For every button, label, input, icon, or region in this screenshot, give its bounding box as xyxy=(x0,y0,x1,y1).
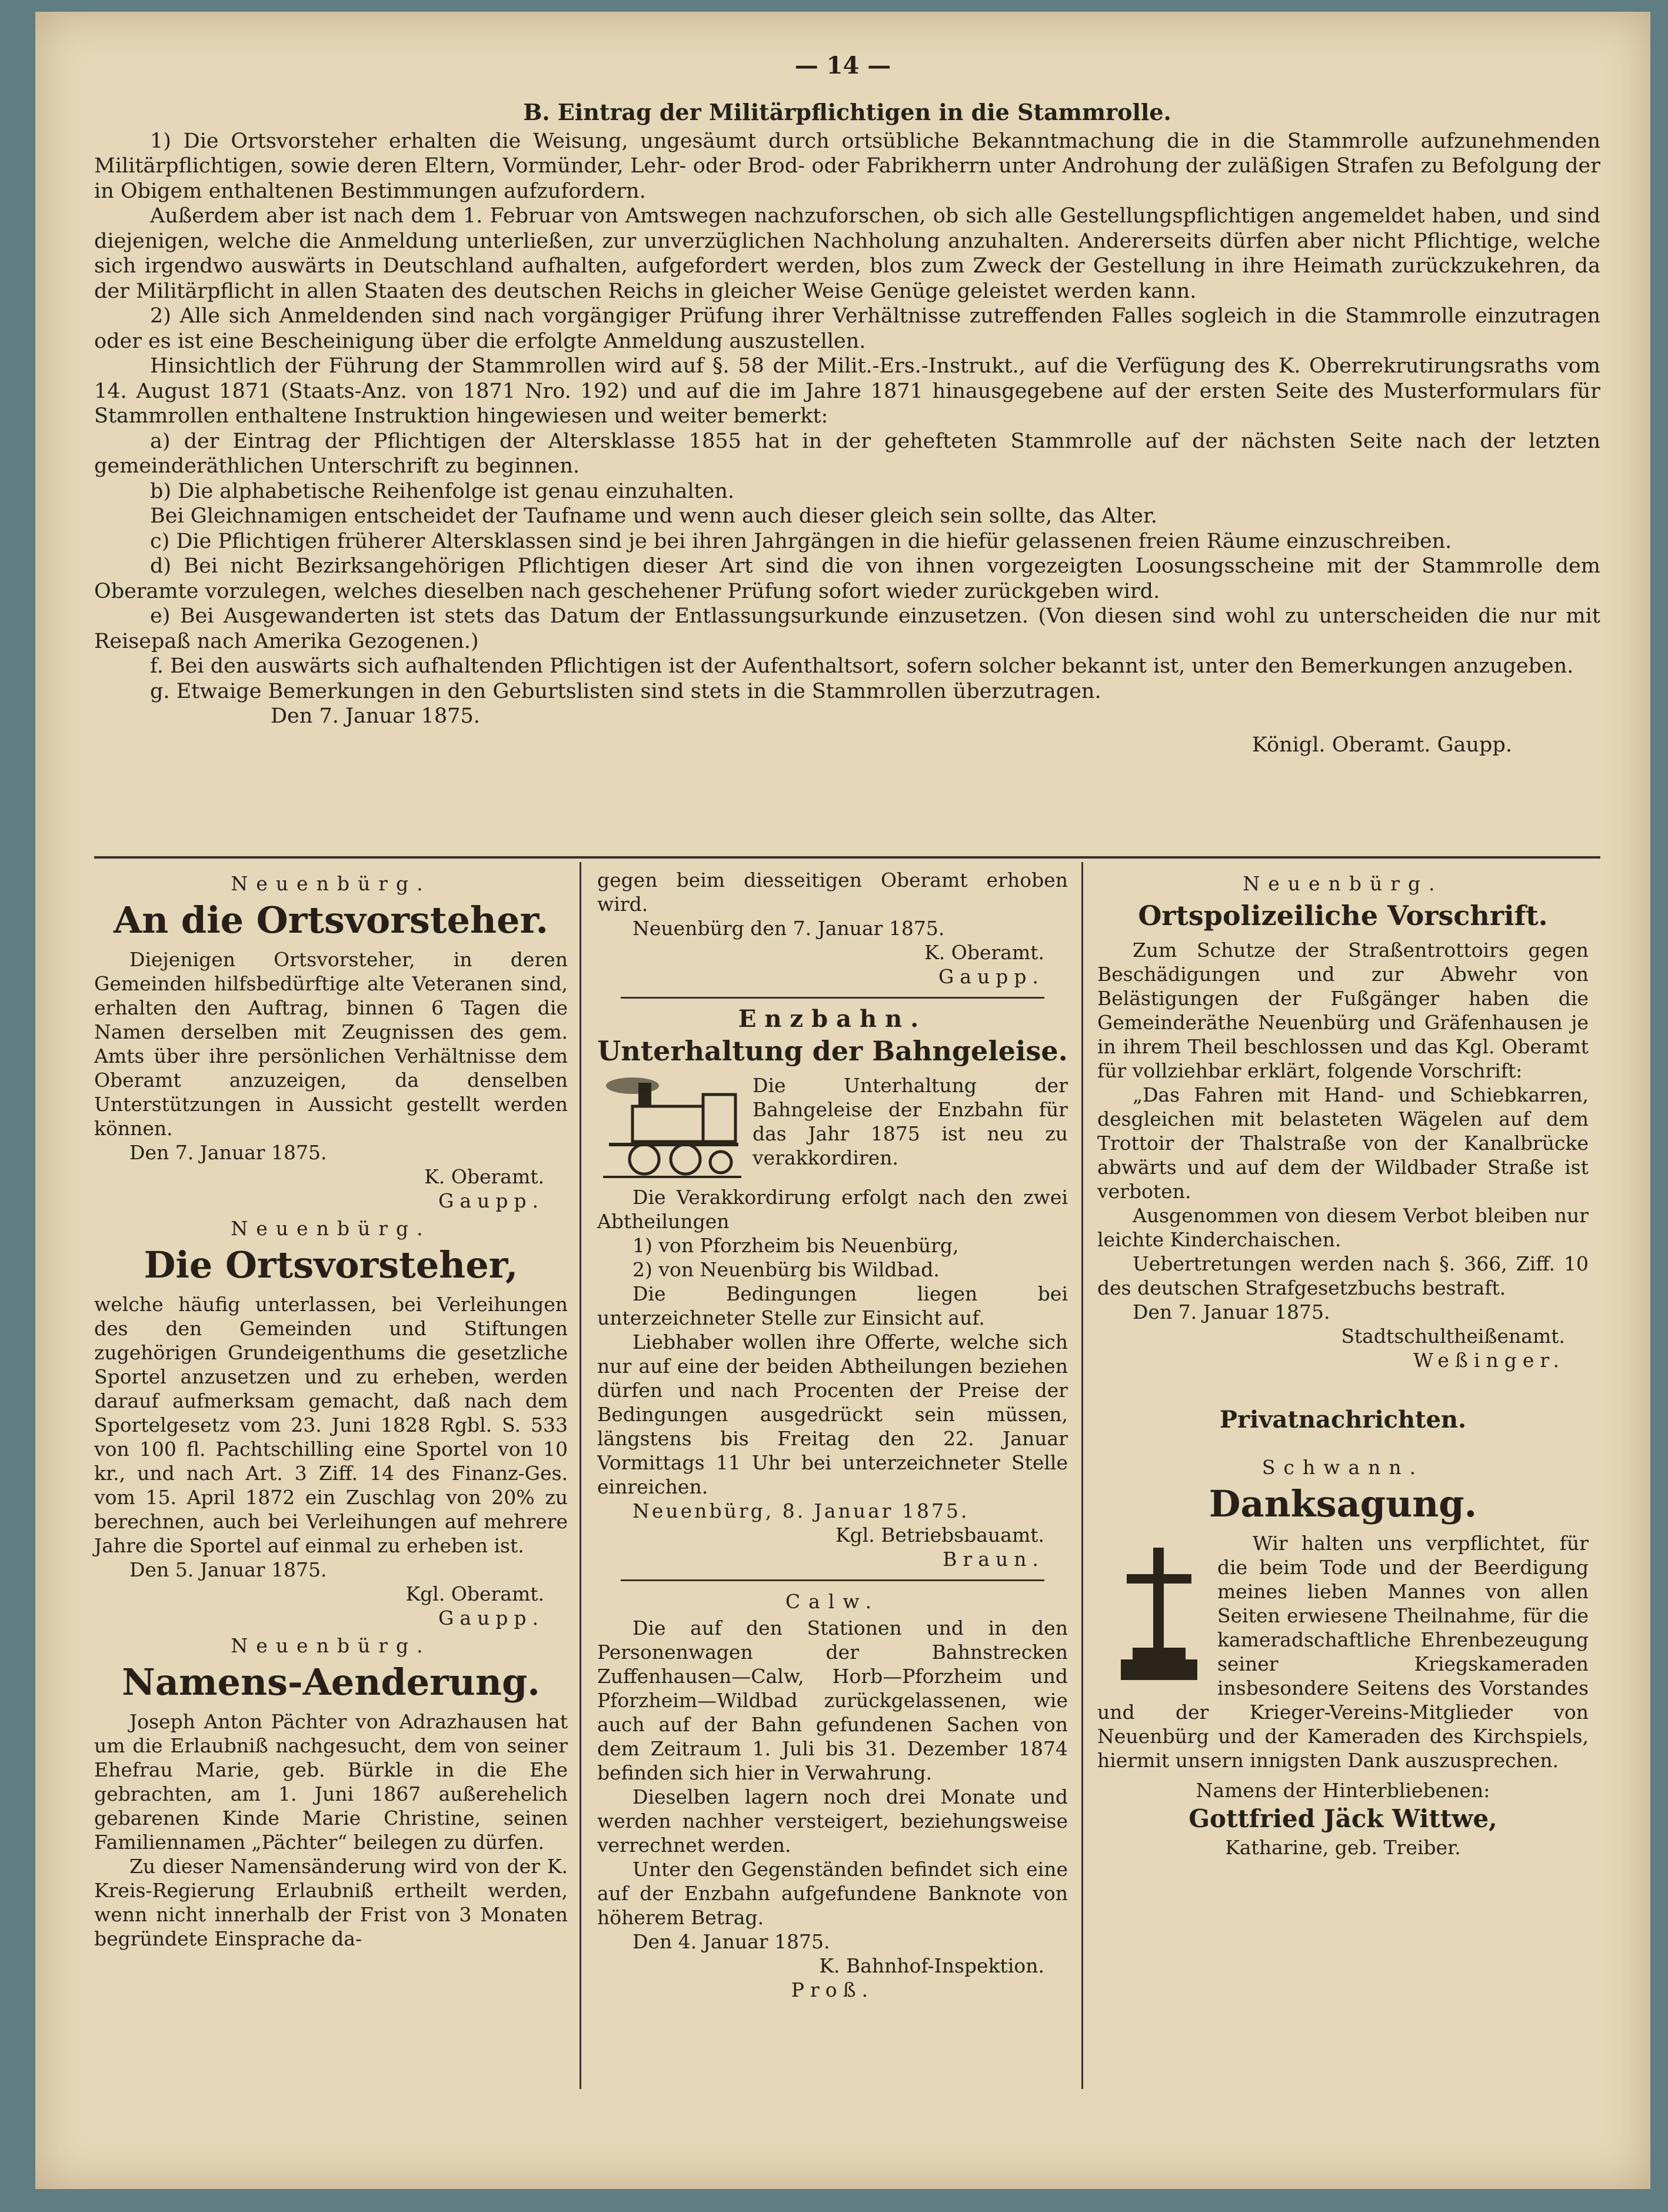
list-item: f. Bei den auswärts sich aufhaltenden Pflichtigen ist der Aufenthaltsort, sofern solcher bekannt ist, unter den Bemerkungen anzugeben. xyxy=(150,654,1574,678)
signature: Proß. xyxy=(791,1978,874,2001)
separator xyxy=(621,997,1044,999)
notice-place: Neuenbürg. xyxy=(231,1217,431,1240)
date-line: Den 5. Januar 1875. xyxy=(129,1558,327,1581)
notice-text: Uebertretungen werden nach §. 366, Ziff. 10 des deutschen Strafgesetzbuchs bestraft. xyxy=(1097,1252,1589,1299)
date-line: Den 7. Januar 1875. xyxy=(1133,1300,1330,1323)
date-line: Den 4. Januar 1875. xyxy=(632,1930,830,1953)
notice-text: Die Unterhaltung der Bahngeleise der Enzbahn für das Jahr 1875 ist neu zu verakkordiren. xyxy=(753,1074,1068,1169)
column-divider xyxy=(580,862,581,2089)
notice-text: welche häufig unterlassen, bei Verleihungen des den Gemeinden und Stiftungen zugehörigen Grundeigenthums die gesetzliche Sportel anzusetzen und zu erheben, werden darauf aufmerksam gemacht, daß nach dem Sportelgesetz vom 23. Juni 1828 Rgbl. S. 533 von 100 fl. Pachtschilling eine Sportel von 10 kr., und nach Art. 3 Ziff. 14 des Finanz-Ges. vom 15. April 1872 ein Zuschlag von 20% zu berechnen, auch bei Verleihungen auf mehrere Jahre die Sportel auf einmal zu erheben ist. xyxy=(94,1293,568,1557)
signature: K. Oberamt. xyxy=(424,1165,544,1188)
notice-headline: Ortspolizeiliche Vorschrift. xyxy=(1138,900,1548,932)
column-middle xyxy=(597,868,1068,2002)
notice-text: Zum Schutze der Straßentrottoirs gegen Beschädigungen und zur Abwehr von Belästigungen der Fußgänger haben die Gemeinderäthe Neuenbürg und Gräfenhausen je in ihrem Theil beschlossen und das Kgl. Oberamt für vollziehbar erklärt, folgende Vorschrift: xyxy=(1097,939,1589,1082)
paragraph: 2) Alle sich Anmeldenden sind nach vorgängiger Prüfung ihrer Verhältnisse zutreffenden Falles sogleich in die Stammrolle einzutragen oder es ist eine Bescheinigung über die erfolgte Anmeldung auszustellen. xyxy=(94,304,1600,353)
notice-place: Enzbahn. xyxy=(738,1005,927,1033)
signature: Gaupp. xyxy=(438,1606,544,1629)
notice-text: gegen beim diesseitigen Oberamt erhoben wird. xyxy=(597,869,1068,916)
notice-headline: Danksagung. xyxy=(1208,1482,1477,1525)
notice-text: Unter den Gegenständen befindet sich eine auf der Enzbahn aufgefundene Banknote von höherem Betrag. xyxy=(597,1858,1068,1929)
signature: K. Oberamt. xyxy=(924,941,1044,964)
signature: Weßinger. xyxy=(1413,1349,1565,1372)
notice-place: Neuenbürg. xyxy=(231,872,431,895)
paragraph: 1) Die Ortsvorsteher erhalten die Weisung, ungesäumt durch ortsübliche Bekanntmachung die in die Stammrolle aufzunehmenden Militärpflichtigen, sowie deren Eltern, Vormünder, Lehr- oder Brod- oder Fabrikherrn unter Androhung der zuläßigen Strafen zu Befolgung der in Obigem enthaltenen Bestimmungen aufzufordern. xyxy=(94,129,1600,203)
date-line: Neuenbürg den 7. Januar 1875. xyxy=(632,917,945,940)
section-heading: Privatnachrichten. xyxy=(1219,1406,1467,1433)
signature: Gaupp. xyxy=(938,965,1044,988)
cross-icon xyxy=(1109,1542,1209,1689)
column-right xyxy=(1097,868,1589,1860)
list-item: 2) von Neuenbürg bis Wildbad. xyxy=(632,1258,940,1281)
list-item: Bei Gleichnamigen entscheidet der Taufname und wenn auch dieser gleich sein sollte, das Alter. xyxy=(150,504,1157,528)
paragraph: Hinsichtlich der Führung der Stammrollen wird auf §. 58 der Milit.-Ers.-Instrukt., auf die Verfügung des K. Oberrekrutirungsraths vom 14. August 1871 (Staats-Anz. von 1871 Nro. 192) und auf die im Jahre 1871 hinausgegebene auf der ersten Seite des Musterformulars für Stammrollen enthaltene Instruktion hingewiesen und weiter bemerkt: xyxy=(94,354,1600,428)
notice-headline: Namens-Aenderung. xyxy=(122,1661,540,1704)
date-line: Neuenbürg, 8. Januar 1875. xyxy=(632,1499,970,1522)
notice-place: Neuenbürg. xyxy=(1243,872,1443,895)
horizontal-rule xyxy=(94,856,1600,859)
notice-text: Zu dieser Namensänderung wird von der K. Kreis-Regierung Erlaubniß ertheilt werden, wenn nicht innerhalb der Frist von 3 Monaten begründete Einsprache da- xyxy=(94,1855,568,1950)
notice-text: „Das Fahren mit Hand- und Schiebkarren, desgleichen mit belasteten Wägelen auf dem Trottoir der Thalstraße von der Kanalbrücke abwärts und auf dem der Wildbader Straße ist verboten. xyxy=(1097,1083,1589,1203)
signature: Kgl. Betriebsbauamt. xyxy=(835,1524,1044,1546)
notice-text: Diejenigen Ortsvorsteher, in deren Gemeinden hilfsbedürftige alte Veteranen sind, erhalten den Auftrag, binnen 6 Tagen die Namen derselben mit Zeugnissen des gem. Amts über ihre persönlichen Verhältnisse dem Oberamt anzuzeigen, da denselben Unterstützungen in Aussicht gestellt werden können. xyxy=(94,948,568,1140)
notice-place: Neuenbürg. xyxy=(231,1634,431,1657)
signature: Stadtschultheißenamt. xyxy=(1341,1325,1565,1348)
section-heading: B. Eintrag der Militärpflichtigen in die Stammrolle. xyxy=(523,99,1171,125)
date-line: Den 7. Januar 1875. xyxy=(129,1141,327,1164)
decree-section xyxy=(94,100,1600,757)
list-item: c) Die Pflichtigen früherer Altersklassen sind je bei ihren Jahrgängen in die hiefür gelassenen freien Räume einzuschreiben. xyxy=(150,529,1452,553)
notice-text: Joseph Anton Pächter von Adrazhausen hat um die Erlaubniß nachgesucht, dem von seiner Ehefrau Marie, geb. Bürkle in die Ehe gebrachten, am 1. Juni 1867 außerehelich gebarenen Kinde Marie Christine, seinen Familiennamen „Pächter“ beilegen zu dürfen. xyxy=(94,1710,568,1854)
date-line: Den 7. Januar 1875. xyxy=(271,704,480,728)
notice-headline: Unterhaltung der Bahngeleise. xyxy=(597,1035,1068,1067)
locomotive-icon xyxy=(597,1077,744,1183)
notice-text: Die Verakkordirung erfolgt nach den zwei Abtheilungen xyxy=(597,1186,1068,1233)
list-item: e) Bei Ausgewanderten ist stets das Datum der Entlassungsurkunde einzusetzen. (Von diesen sind wohl zu unterscheiden die nur mit Reisepaß nach Amerika Gezogenen.) xyxy=(94,604,1600,653)
notice-text: Die auf den Stationen und in den Personenwagen der Bahnstrecken Zuffenhausen—Calw, Horb—Pforzheim und Pforzheim—Wildbad zurückgelassenen, wie auch auf der Bahn gefundenen Sachen von dem Zeitraum 1. Juli bis 31. Dezember 1874 befinden sich hier in Verwahrung. xyxy=(597,1616,1068,1784)
column-left xyxy=(94,868,568,1951)
signature: Gaupp. xyxy=(438,1189,544,1212)
column-divider xyxy=(1081,862,1083,2089)
signature: Namens der Hinterbliebenen: xyxy=(1196,1779,1490,1802)
signature: Braun. xyxy=(943,1548,1044,1571)
notice-headline: An die Ortsvorsteher. xyxy=(113,899,549,942)
notice-text: Die Bedingungen liegen bei unterzeichneter Stelle zur Einsicht auf. xyxy=(597,1282,1068,1329)
paragraph: Außerdem aber ist nach dem 1. Februar von Amtswegen nachzuforschen, ob sich alle Gestellungspflichtigen angemeldet haben, und sind diejenigen, welche die Anmeldung unterließen, zur unverzüglichen Nachholung anzuhalten. Andererseits dürfen aber nicht Pflichtige, welche sich irgendwo auswärts in Deutschland aufhalten, aufgefordert werden, blos zum Zweck der Gestellung in ihre Heimath zurückzukehren, da der Militärpflicht in allen Staaten des deutschen Reichs in gleicher Weise Genüge geleistet werden kann. xyxy=(94,204,1600,303)
list-item: b) Die alphabetische Reihenfolge ist genau einzuhalten. xyxy=(150,479,735,503)
separator xyxy=(621,1579,1044,1581)
signature: Katharine, geb. Treiber. xyxy=(1225,1836,1461,1859)
list-item: a) der Eintrag der Pflichtigen der Altersklasse 1855 hat in der gehefteten Stammrolle auf der nächsten Seite nach der letzten gemeinderäthlichen Unterschrift zu beginnen. xyxy=(94,429,1600,478)
list-item: g. Etwaige Bemerkungen in den Geburtslisten sind stets in die Stammrollen überzutragen. xyxy=(150,679,1101,703)
notice-text: Dieselben lagern noch drei Monate und werden nachher versteigert, beziehungsweise verrechnet werden. xyxy=(597,1785,1068,1857)
notice-text: Liebhaber wollen ihre Offerte, welche sich nur auf eine der beiden Abtheilungen beziehen dürfen und nach Procenten der Preise der Bedingungen ausgedrückt sein müssen, längstens bis Freitag den 22. Januar Vormittags 11 Uhr bei unterzeichneter Stelle einreichen. xyxy=(597,1330,1068,1498)
notice-text: Ausgenommen von diesem Verbot bleiben nur leichte Kinderchaischen. xyxy=(1097,1204,1589,1251)
page-number: — 14 — xyxy=(794,52,891,79)
signature: K. Bahnhof-Inspektion. xyxy=(819,1954,1044,1977)
notice-place: Schwann. xyxy=(1261,1456,1424,1479)
notice-place: Calw. xyxy=(785,1590,880,1613)
list-item: 1) von Pforzheim bis Neuenbürg, xyxy=(632,1234,959,1257)
notice-text: Wir halten uns verpflichtet, für die beim Tode und der Beerdigung meines lieben Mannes von allen Seiten erwiesene Theilnahme, für die kameradschaftliche Ehrenbezeugung seiner Kriegskameraden insbesondere Seitens des Vorstandes und der Krieger-Vereins-Mitglieder von Neuenbürg und der Kameraden des Kirchspiels, hiermit unsern innigsten Dank auszusprechen. xyxy=(1097,1532,1589,1772)
newspaper-page xyxy=(35,12,1650,2189)
notice-headline: Die Ortsvorsteher, xyxy=(144,1243,518,1286)
signature: Gottfried Jäck Wittwe, xyxy=(1188,1804,1497,1833)
signature: Königl. Oberamt. Gaupp. xyxy=(1251,733,1512,757)
signature: Kgl. Oberamt. xyxy=(405,1582,544,1605)
list-item: d) Bei nicht Bezirksangehörigen Pflichtigen dieser Art sind die von ihnen vorgezeigten Loosungsscheine mit der Stammrolle dem Oberamte vorzulegen, welches dieselben nach geschehener Prüfung sofort wieder zurückgeben wird. xyxy=(94,554,1600,603)
